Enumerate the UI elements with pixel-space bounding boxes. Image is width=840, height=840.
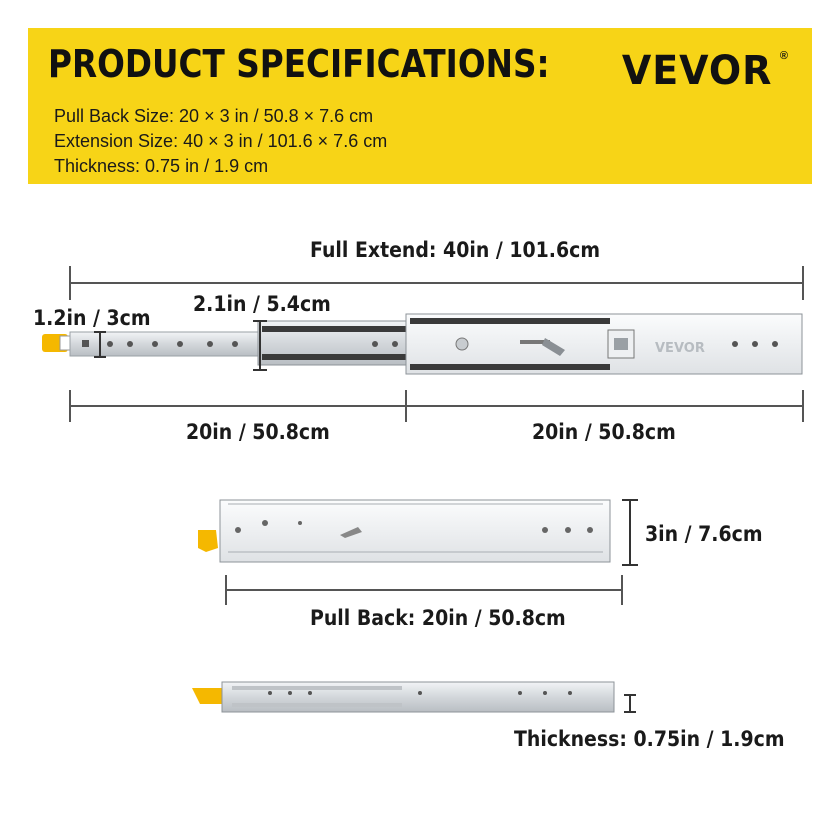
outer-rail <box>406 314 802 374</box>
full-extend-label: Full Extend: 40in / 101.6cm <box>310 238 601 262</box>
pullback-rail <box>198 500 610 562</box>
banner-title: PRODUCT SPECIFICATIONS: <box>48 42 550 86</box>
thickness-label: Thickness: 0.75in / 1.9cm <box>514 727 785 751</box>
pullback-length-dimension <box>226 575 622 605</box>
spec-thickness: Thickness: 0.75 in / 1.9 cm <box>54 156 269 176</box>
pullback-length-label: Pull Back: 20in / 50.8cm <box>310 606 566 630</box>
left-half-length-label: 20in / 50.8cm <box>186 420 330 444</box>
rail-brand-mark: VEVOR <box>655 341 705 356</box>
spec-extension-size: Extension Size: 40 × 3 in / 101.6 × 7.6 cm <box>54 131 388 151</box>
half-length-dimensions <box>70 390 803 422</box>
full-extend-dimension <box>70 266 803 300</box>
pullback-height-label: 3in / 7.6cm <box>645 522 763 546</box>
thickness-rail <box>192 682 614 712</box>
mid-height-label: 2.1in / 5.4cm <box>193 292 331 316</box>
spec-pull-back-size: Pull Back Size: 20 × 3 in / 50.8 × 7.6 cm <box>54 106 374 126</box>
right-half-length-label: 20in / 50.8cm <box>532 420 676 444</box>
tip-height-label: 1.2in / 3cm <box>33 306 151 330</box>
brand-logo: VEVOR <box>621 48 772 94</box>
registered-mark: ® <box>779 50 788 62</box>
thickness-dimension <box>624 695 636 712</box>
inner-rail <box>70 332 260 356</box>
pullback-height-dimension <box>622 500 638 565</box>
